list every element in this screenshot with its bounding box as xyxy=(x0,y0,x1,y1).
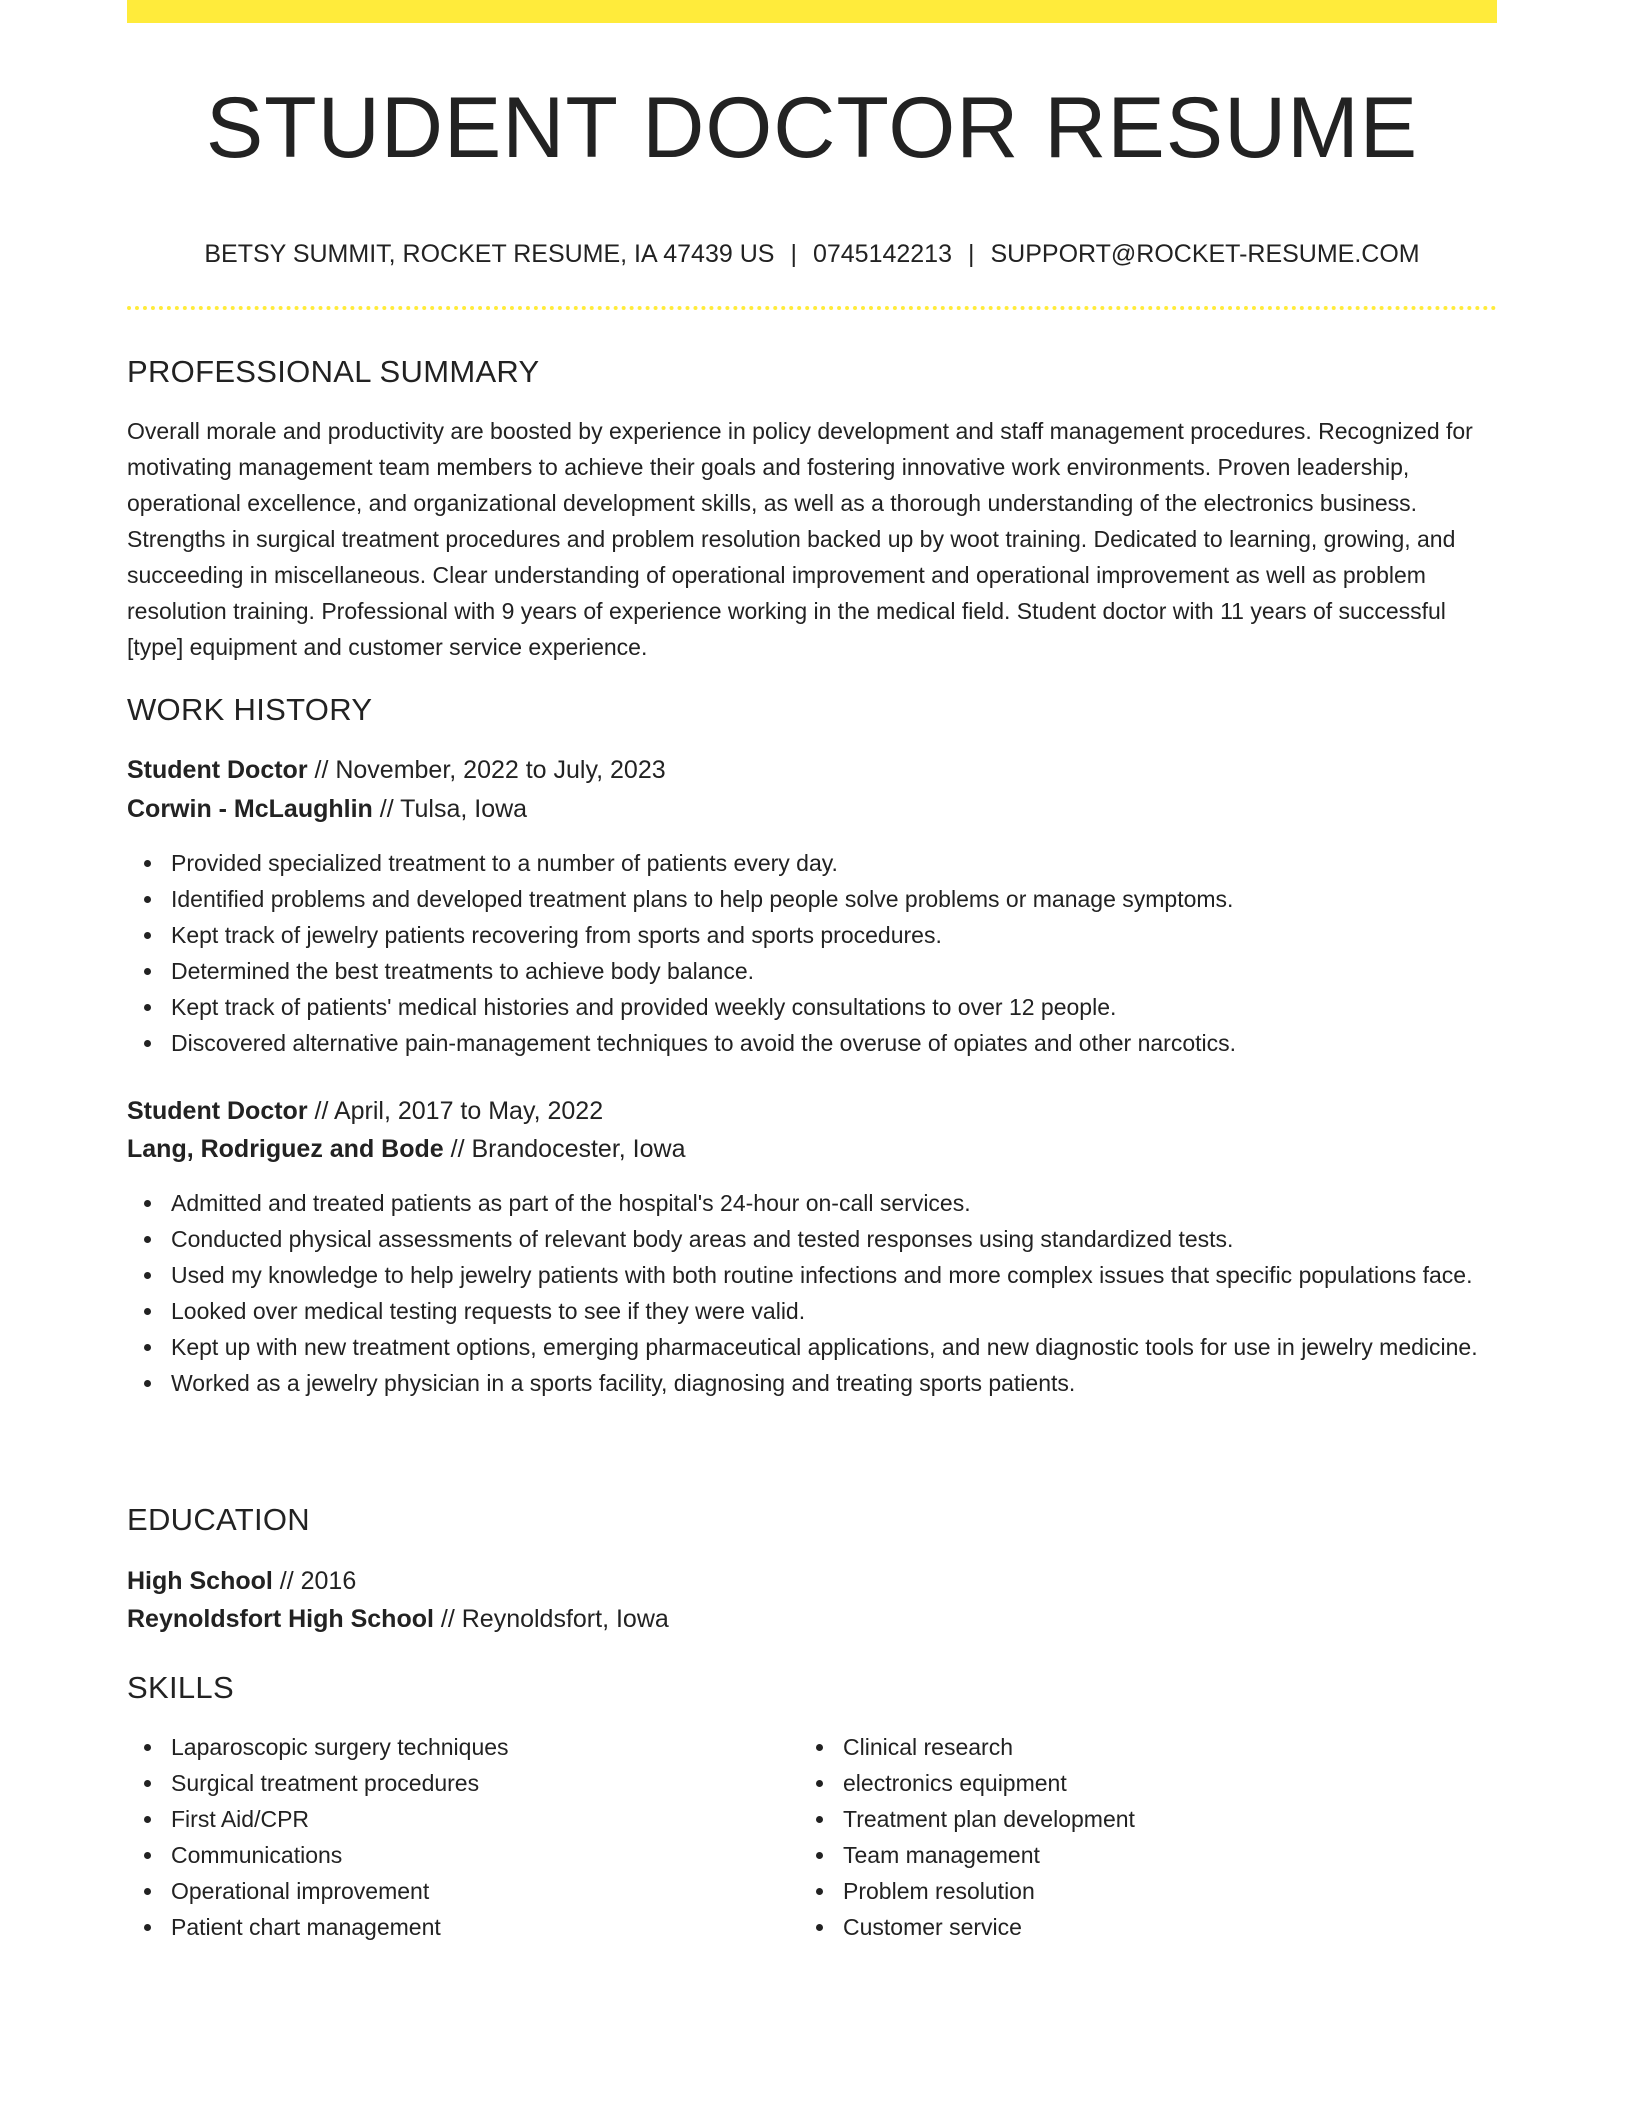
list-item: Conducted physical assessments of relevant body areas and tested responses using standardized tests. xyxy=(171,1221,1497,1257)
job-2-title: Student Doctor xyxy=(127,1097,308,1125)
summary-text: Overall morale and productivity are boosted by experience in policy development and staff management procedures. Recognized for motivating management team members to achieve their goals and fostering innovative work environments. Proven leadership, operational excellence, and organizational development skills, as well as a thorough understanding of the electronics business. Strengths in surgical treatment procedures and problem resolution backed up by woot training. Dedicated to learning, growing, and succeeding in miscellaneous. Clear understanding of operational improvement and operational improvement as well as problem resolution training. Professional with 9 years of experience working in the medical field. Student doctor with 11 years of successful [type] equipment and customer service experience. xyxy=(127,418,1473,660)
list-item: Kept track of jewelry patients recovering from sports and sports procedures. xyxy=(171,917,1497,953)
dotted-divider xyxy=(127,306,1497,310)
list-item: Identified problems and developed treatment plans to help people solve problems or manage symptoms. xyxy=(171,881,1497,917)
list-item: Treatment plan development xyxy=(843,1801,1497,1837)
resume-title: STUDENT DOCTOR RESUME xyxy=(205,80,1419,176)
skills-list-right xyxy=(799,1729,1497,1945)
summary-heading: PROFESSIONAL SUMMARY xyxy=(127,354,540,389)
job-2-title-line xyxy=(127,1092,603,1130)
contact-line xyxy=(127,236,1497,272)
education-degree-line xyxy=(127,1562,356,1600)
education-heading: EDUCATION xyxy=(127,1502,310,1537)
list-item: Kept track of patients' medical histories and provided weekly consultations to over 12 people. xyxy=(171,989,1497,1025)
job-2-company-line xyxy=(127,1130,685,1168)
list-item: Patient chart management xyxy=(171,1909,799,1945)
list-item: Determined the best treatments to achieve body balance. xyxy=(171,953,1497,989)
job-2-bullets xyxy=(127,1185,1497,1401)
list-item: Communications xyxy=(171,1837,799,1873)
list-item: Team management xyxy=(843,1837,1497,1873)
job-1-location: // Tulsa, Iowa xyxy=(372,795,528,823)
list-item: Used my knowledge to help jewelry patients with both routine infections and more complex issues that specific populations face. xyxy=(171,1257,1497,1293)
list-item: Clinical research xyxy=(843,1729,1497,1765)
list-item: First Aid/CPR xyxy=(171,1801,799,1837)
list-item: Looked over medical testing requests to see if they were valid. xyxy=(171,1293,1497,1329)
education-school: Reynoldsfort High School xyxy=(127,1605,434,1633)
skills-list-left xyxy=(127,1729,799,1945)
list-item: electronics equipment xyxy=(843,1765,1497,1801)
list-item: Worked as a jewelry physician in a sports facility, diagnosing and treating sports patients. xyxy=(171,1365,1497,1401)
education-school-line xyxy=(127,1600,669,1638)
job-1-title: Student Doctor xyxy=(127,756,308,784)
list-item: Operational improvement xyxy=(171,1873,799,1909)
list-item: Admitted and treated patients as part of the hospital's 24-hour on-call services. xyxy=(171,1185,1497,1221)
contact-address: BETSY SUMMIT, ROCKET RESUME, IA 47439 US xyxy=(204,240,775,268)
skills-heading: SKILLS xyxy=(127,1670,234,1705)
job-1-company-line xyxy=(127,790,527,828)
top-accent-bar xyxy=(127,0,1497,23)
job-1-bullets xyxy=(127,845,1497,1061)
contact-separator: | xyxy=(790,240,797,268)
job-1-dates: // November, 2022 to July, 2023 xyxy=(307,756,666,784)
list-item: Provided specialized treatment to a number of patients every day. xyxy=(171,845,1497,881)
contact-separator: | xyxy=(968,240,975,268)
education-location: // Reynoldsfort, Iowa xyxy=(433,1605,669,1633)
list-item: Problem resolution xyxy=(843,1873,1497,1909)
job-2-location: // Brandocester, Iowa xyxy=(443,1135,686,1163)
contact-phone: 0745142213 xyxy=(812,240,952,268)
list-item: Surgical treatment procedures xyxy=(171,1765,799,1801)
job-1-company: Corwin - McLaughlin xyxy=(127,795,373,823)
list-item: Customer service xyxy=(843,1909,1497,1945)
list-item: Discovered alternative pain-management techniques to avoid the overuse of opiates and other narcotics. xyxy=(171,1025,1497,1061)
job-1-title-line xyxy=(127,751,666,789)
work-history-heading: WORK HISTORY xyxy=(127,692,373,727)
contact-email[interactable]: SUPPORT@ROCKET-RESUME.COM xyxy=(990,240,1420,268)
education-year: // 2016 xyxy=(272,1567,357,1595)
list-item: Laparoscopic surgery techniques xyxy=(171,1729,799,1765)
job-2-company: Lang, Rodriguez and Bode xyxy=(127,1135,444,1163)
education-degree: High School xyxy=(127,1567,273,1595)
job-2-dates: // April, 2017 to May, 2022 xyxy=(307,1097,604,1125)
list-item: Kept up with new treatment options, emerging pharmaceutical applications, and new diagnostic tools for use in jewelry medicine. xyxy=(171,1329,1497,1365)
